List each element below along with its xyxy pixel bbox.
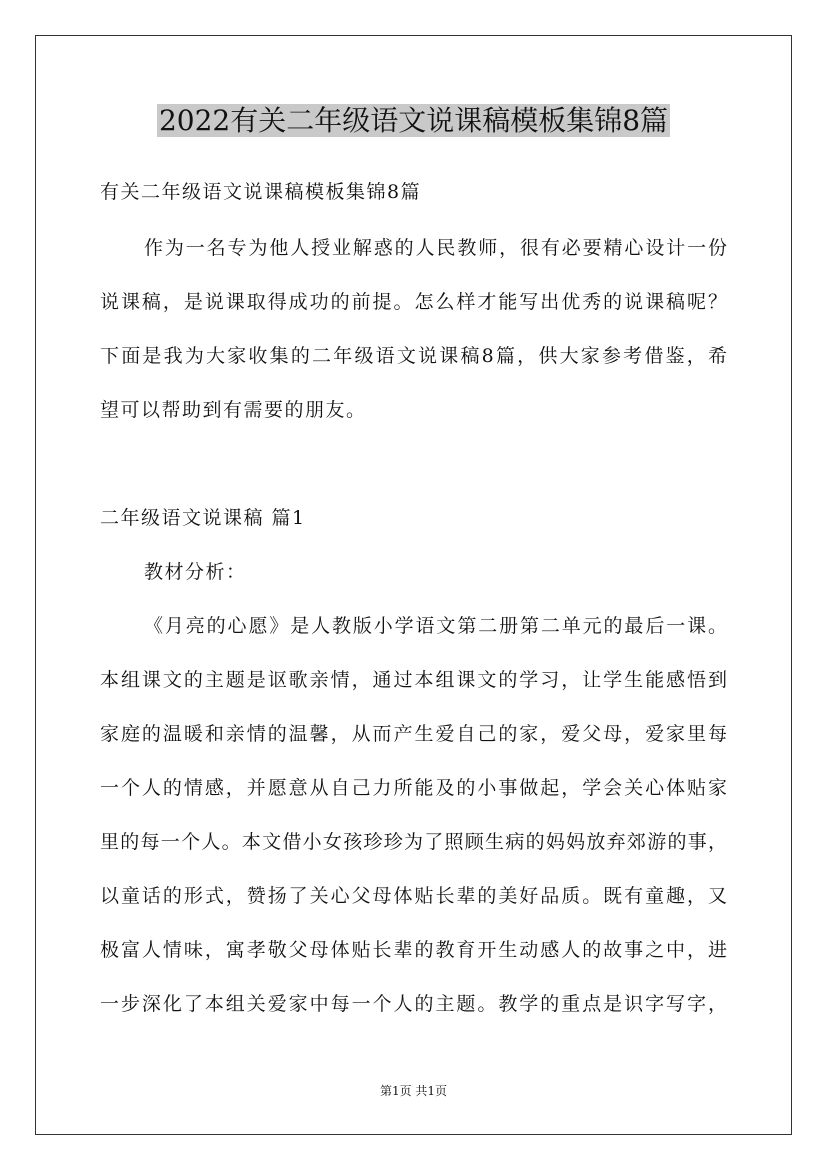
subsection-heading: 教材分析： [144, 561, 247, 583]
section-heading: 二年级语文说课稿 篇1 [100, 507, 306, 529]
body-line: 《月亮的心愿》是人教版小学语文第二册第二单元的最后一课。 [144, 615, 727, 637]
intro-line: 说课稿，是说课取得成功的前提。怎么样才能写出优秀的说课稿呢？ [100, 291, 727, 313]
intro-line: 望可以帮助到有需要的朋友。 [100, 399, 367, 421]
body-line: 里的每一个人。本文借小女孩珍珍为了照顾生病的妈妈放弃郊游的事， [100, 831, 727, 853]
body-line: 家庭的温暖和亲情的温馨，从而产生爱自己的家，爱父母，爱家里每 [100, 723, 727, 745]
body-line: 极富人情味，寓孝敬父母体贴长辈的教育开生动感人的故事之中，进 [100, 939, 727, 961]
body-line: 一步深化了本组关爱家中每一个人的主题。教学的重点是识字写字， [100, 993, 727, 1015]
body-line: 本组课文的主题是讴歌亲情，通过本组课文的学习，让学生能感悟到 [100, 669, 727, 691]
intro-line: 下面是我为大家收集的二年级语文说课稿8篇，供大家参考借鉴，希 [100, 345, 727, 367]
body-line: 一个人的情感，并愿意从自己力所能及的小事做起，学会关心体贴家 [100, 777, 727, 799]
document-subtitle: 有关二年级语文说课稿模板集锦8篇 [100, 181, 422, 203]
body-line: 以童话的形式，赞扬了关心父母体贴长辈的美好品质。既有童趣，又 [100, 885, 727, 907]
intro-line: 作为一名专为他人授业解惑的人民教师，很有必要精心设计一份 [144, 237, 727, 259]
page-footer: 第1页 共1页 [379, 1084, 448, 1098]
document-title: 2022有关二年级语文说课稿模板集锦8篇 [158, 104, 669, 137]
